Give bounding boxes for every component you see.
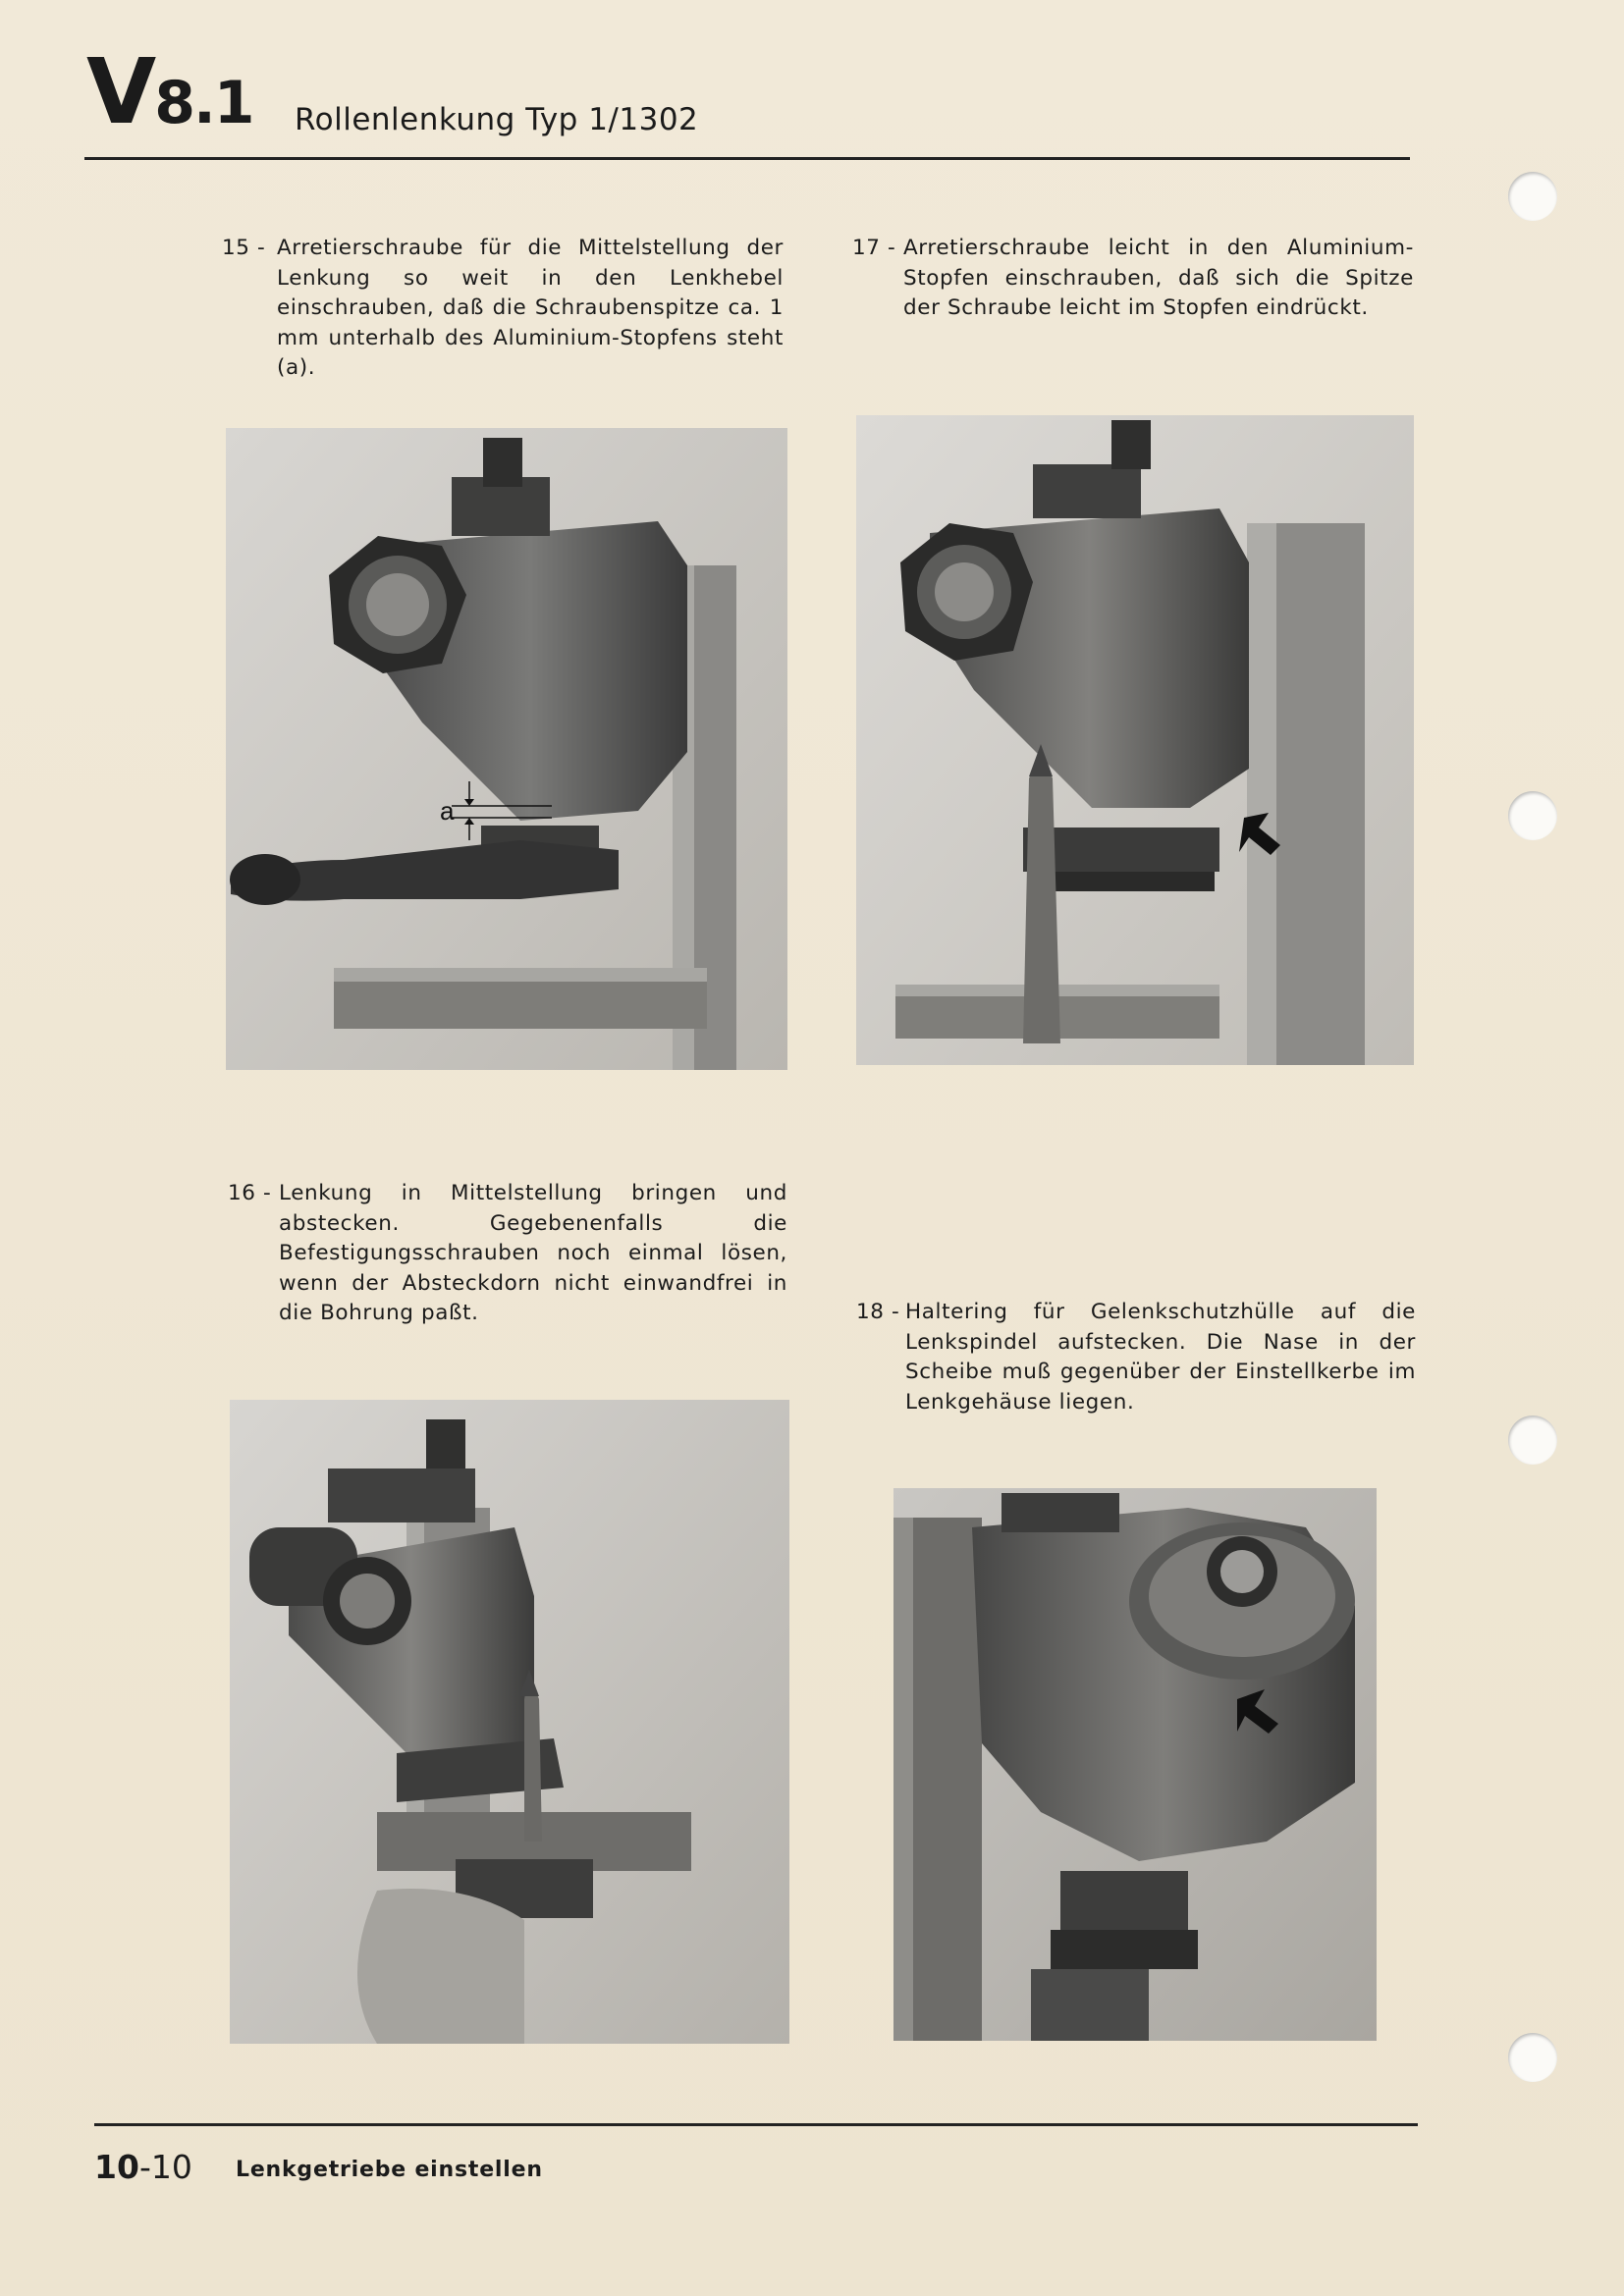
punch-hole xyxy=(1508,791,1557,840)
punch-hole xyxy=(1508,172,1557,221)
footer-title: Lenkgetriebe einstellen xyxy=(236,2158,543,2182)
section-code xyxy=(86,39,253,144)
punch-hole xyxy=(1508,1415,1557,1465)
section-number: 8.1 xyxy=(154,69,253,137)
page-title: Rollenlenkung Typ 1/1302 xyxy=(295,102,699,137)
step-text: Haltering für Gelenkschutzhülle auf die Lenkspindel aufstecken. Die Nase in der Scheibe muß gegenüber der Einstellkerbe im Lenkgehäuse liegen. xyxy=(905,1300,1416,1415)
page-number-main: 10 xyxy=(94,2148,139,2186)
step-text: Arretierschraube für die Mittelstellung der Lenkung so weit in den Lenkhebel einschrauben, daß die Schraubenspitze ca. 1 mm unterhalb des Aluminium-Stopfens steht (a). xyxy=(277,236,784,380)
steering-box-illustration xyxy=(856,415,1414,1065)
steering-box-illustration xyxy=(893,1488,1377,2041)
figure-17-photo xyxy=(856,415,1414,1065)
step-number: 17 - xyxy=(852,236,896,260)
dimension-label-a: a xyxy=(440,796,455,826)
step-number: 18 - xyxy=(856,1300,900,1324)
step-text: Arretierschraube leicht in den Aluminium-Stopfen einschrauben, daß sich die Spitze der Schraube leicht im Stopfen eindrückt. xyxy=(903,236,1414,320)
step-number: 16 - xyxy=(228,1181,272,1205)
punch-hole xyxy=(1508,2033,1557,2082)
figure-15-photo xyxy=(226,428,787,1070)
page-number xyxy=(94,2148,192,2186)
steering-box-illustration xyxy=(230,1400,789,2044)
steering-box-illustration xyxy=(226,428,787,1070)
step-text: Lenkung in Mittelstellung bringen und abstecken. Gegebenenfalls die Befestigungsschrauben noch einmal lösen, wenn der Absteckdorn nicht einwandfrei in die Bohrung paßt. xyxy=(279,1181,787,1325)
footer-divider xyxy=(94,2123,1418,2126)
figure-18-photo xyxy=(893,1488,1377,2041)
step-number: 15 - xyxy=(222,236,266,260)
figure-16-photo xyxy=(230,1400,789,2044)
page-number-sub: -10 xyxy=(138,2148,192,2186)
header-divider xyxy=(84,157,1410,160)
section-letter: V xyxy=(86,39,155,144)
